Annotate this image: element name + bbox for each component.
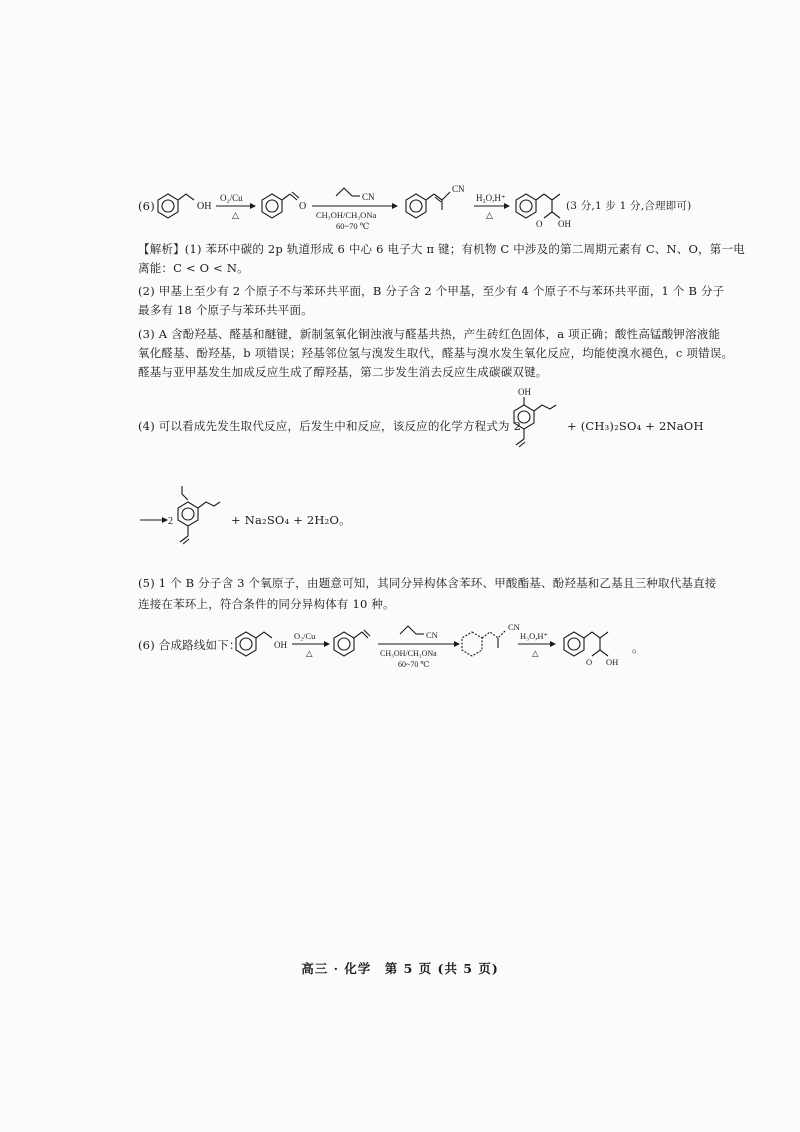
analysis-p1-line1: 【解析】(1) 苯环中碳的 2p 轨道形成 6 中心 6 电子大 π 键；有机物 C 中涉及的第二周期元素有 C、N、O，第一电 xyxy=(138,242,745,256)
benzaldehyde-structure xyxy=(262,192,306,218)
p6-reagent3-bottom: △ xyxy=(532,648,539,658)
p6-reagent2-bottom: 60~70 ℃ xyxy=(398,660,430,669)
reagent2-mid: CH₃OH/CH₃ONa xyxy=(316,210,377,220)
p4-products: + Na₂SO₄ + 2H₂O。 xyxy=(231,513,351,527)
reagent3-top: H₃O,H⁺ xyxy=(476,193,506,203)
reagent3-bottom: △ xyxy=(486,210,493,220)
reagent2-bottom: 60~70 ℃ xyxy=(336,221,370,231)
p6-reagent1-bottom: △ xyxy=(306,648,313,658)
p6-reagent1-top: O₂/Cu xyxy=(294,631,316,641)
acid-product-structure xyxy=(516,194,571,229)
p6-intermediate-cn: CN xyxy=(508,622,520,632)
analysis-p1-line2: 离能：C < O < N。 xyxy=(138,261,249,275)
p6-oh-label: OH xyxy=(274,640,287,650)
q6-oh-label: OH xyxy=(197,201,212,212)
p6-reagent2-top: CN xyxy=(426,630,438,640)
p6-acid-oh: OH xyxy=(606,657,619,667)
score-note: (3 分,1 步 1 分,合理即可) xyxy=(566,200,692,212)
analysis-p6-label: (6) 合成路线如下： xyxy=(138,638,241,652)
reagent1-bottom: △ xyxy=(232,210,239,220)
reaction-arrow-3 xyxy=(474,193,510,220)
analysis-p2-line2: 最多有 18 个原子与苯环共平面。 xyxy=(138,303,313,317)
analysis-p3-line1: (3) A 含酚羟基、醛基和醚键，新制氢氧化铜浊液与醛基共热，产生砖红色固体，a 项正确；酸性高锰酸钾溶液能 xyxy=(138,327,721,341)
p6-end-period: 。 xyxy=(632,641,645,655)
p6-reagent3-top: H₃O,H⁺ xyxy=(520,631,548,641)
acid-o-label: O xyxy=(536,219,543,229)
q6-label: (6) xyxy=(138,199,155,213)
analysis-p5-line1: (5) 1 个 B 分子含 3 个氧原子，由题意可知，其同分异构体含苯环、甲酸酯基、酚羟基和乙基且三种取代基直接 xyxy=(138,576,717,590)
p6-synthesis-route xyxy=(232,618,652,678)
q6-synthesis-route xyxy=(140,178,800,238)
analysis-p5-line2: 连接在苯环上，符合条件的同分异构体有 10 种。 xyxy=(138,597,395,611)
analysis-p2-line1: (2) 甲基上至少有 2 个原子不与苯环共平面，B 分子含 2 个甲基，至少有 4 个原子不与苯环共平面，1 个 B 分子 xyxy=(138,284,725,298)
p6-acid-o: O xyxy=(586,657,593,667)
reagent2-top: CN xyxy=(362,192,375,202)
benzyl-alcohol-structure xyxy=(158,194,211,218)
analysis-p3-line3: 醛基与亚甲基发生加成反应生成了醇羟基，第二步发生消去反应生成碳碳双键。 xyxy=(138,365,548,379)
analysis-p4-text: (4) 可以看成先发生取代反应，后发生中和反应，该反应的化学方程式为 2 xyxy=(138,419,522,433)
acid-oh-label: OH xyxy=(558,219,571,229)
p6-reagent2-mid: CH₃OH/CH₃ONa xyxy=(380,649,437,658)
p4-reagents: + (CH₃)₂SO₄ + 2NaOH xyxy=(567,419,704,433)
reaction-arrow-2 xyxy=(312,188,398,231)
unsaturated-nitrile-structure xyxy=(406,184,465,218)
reaction-arrow-1 xyxy=(216,193,256,220)
intermediate-cn: CN xyxy=(452,184,465,194)
q6-o-label: O xyxy=(299,201,307,212)
vanillin-oh-label: OH xyxy=(518,387,531,397)
analysis-p3-line2: 氧化醛基、酚羟基，b 项错误；羟基邻位氢与溴发生取代，醛基与溴水发生氧化反应，均能使溴水褪色，c 项错误。 xyxy=(138,346,734,360)
p4-arrow-coef: 2 xyxy=(168,516,173,527)
page-footer: 高三 · 化学 第 5 页 (共 5 页) xyxy=(301,961,499,976)
reagent1-top: O₂/Cu xyxy=(220,193,243,203)
